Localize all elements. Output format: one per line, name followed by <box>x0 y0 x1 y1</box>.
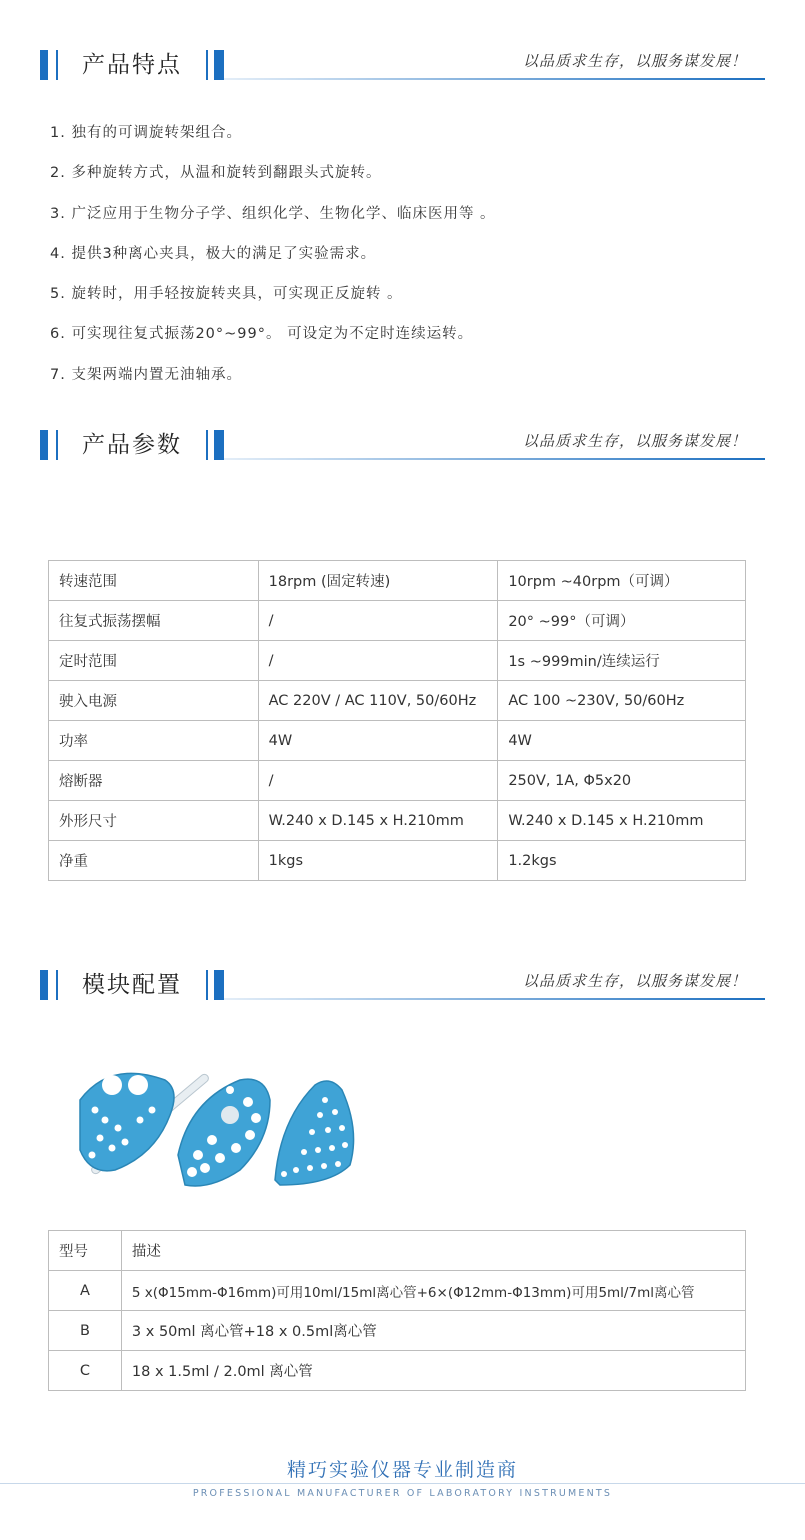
tube-holders-image <box>70 1060 370 1195</box>
table-cell: 5 x(Φ15mm-Φ16mm)可用10ml/15ml离心管+6×(Φ12mm-Φ13mm)可用5ml/7ml离心管 <box>121 1271 745 1311</box>
header-bar <box>206 970 208 1000</box>
table-row <box>49 601 746 641</box>
table-cell: / <box>258 601 498 641</box>
feature-list <box>50 118 496 400</box>
table-cell: B <box>49 1311 122 1351</box>
spec-table <box>48 560 746 881</box>
list-item: 1. 独有的可调旋转架组合。 <box>50 125 242 141</box>
table-cell: 4W <box>258 721 498 761</box>
section-header-features <box>40 48 765 98</box>
table-cell: 转速范围 <box>49 561 259 601</box>
section-header-modules <box>40 968 765 1018</box>
section-title: 产品特点 <box>82 52 182 78</box>
table-header-cell: 型号 <box>49 1231 122 1271</box>
footer-subtitle: PROFESSIONAL MANUFACTURER OF LABORATORY INSTRUMENTS <box>192 1488 613 1499</box>
holder-c <box>275 1081 354 1185</box>
slogan: 以品质求生存，以服务谋发展！ <box>522 972 747 990</box>
table-cell: 20° ~99°（可调） <box>498 601 746 641</box>
table-cell: W.240 x D.145 x H.210mm <box>258 801 498 841</box>
holder-a <box>80 1073 174 1171</box>
table-cell: 净重 <box>49 841 259 881</box>
header-bar <box>214 50 224 80</box>
table-cell: 4W <box>498 721 746 761</box>
header-bar <box>56 50 58 80</box>
table-row <box>49 841 746 881</box>
table-cell: 定时范围 <box>49 641 259 681</box>
table-row <box>49 1311 746 1351</box>
header-bar <box>214 430 224 460</box>
header-bar <box>206 430 208 460</box>
table-cell: 驶入电源 <box>49 681 259 721</box>
header-bar <box>206 50 208 80</box>
table-cell: 熔断器 <box>49 761 259 801</box>
table-row <box>49 721 746 761</box>
header-underline <box>224 998 765 1000</box>
table-row <box>49 801 746 841</box>
table-cell: / <box>258 641 498 681</box>
table-cell: 功率 <box>49 721 259 761</box>
table-row <box>49 561 746 601</box>
module-table <box>48 1230 746 1391</box>
footer-divider <box>0 1483 805 1484</box>
table-cell: C <box>49 1351 122 1391</box>
table-header-cell: 描述 <box>121 1231 745 1271</box>
table-row <box>49 1271 746 1311</box>
table-cell: 250V, 1A, Φ5x20 <box>498 761 746 801</box>
slogan: 以品质求生存，以服务谋发展！ <box>522 432 747 450</box>
section-header-params <box>40 428 765 478</box>
list-item: 5. 旋转时，用手轻按旋转夹具，可实现正反旋转 。 <box>50 286 403 303</box>
table-cell: A <box>49 1271 122 1311</box>
table-cell: 往复式振荡摆幅 <box>49 601 259 641</box>
table-row <box>49 681 746 721</box>
table-cell: / <box>258 761 498 801</box>
table-cell: 18 x 1.5ml / 2.0ml 离心管 <box>121 1351 745 1391</box>
table-cell: 1.2kgs <box>498 841 746 881</box>
table-header-row <box>49 1231 746 1271</box>
table-cell: AC 100 ~230V, 50/60Hz <box>498 681 746 721</box>
slogan: 以品质求生存，以服务谋发展！ <box>522 52 747 70</box>
table-cell: 外形尺寸 <box>49 801 259 841</box>
holder-b <box>178 1079 270 1186</box>
table-cell: W.240 x D.145 x H.210mm <box>498 801 746 841</box>
list-item: 6. 可实现往复式振荡20°~99°。 可设定为不定时连续运转。 <box>50 326 474 343</box>
table-row <box>49 1351 746 1391</box>
header-bar <box>40 50 48 80</box>
header-bar <box>56 970 58 1000</box>
table-row <box>49 641 746 681</box>
header-underline <box>224 78 765 80</box>
table-cell: 3 x 50ml 离心管+18 x 0.5ml离心管 <box>121 1311 745 1351</box>
header-bar <box>40 430 48 460</box>
header-bar <box>40 970 48 1000</box>
section-title: 产品参数 <box>82 432 182 458</box>
list-item: 2. 多种旋转方式，从温和旋转到翻跟头式旋转。 <box>50 165 382 182</box>
header-bar <box>214 970 224 1000</box>
table-cell: 10rpm ~40rpm（可调） <box>498 561 746 601</box>
table-cell: 1s ~999min/连续运行 <box>498 641 746 681</box>
section-title: 模块配置 <box>82 972 182 998</box>
footer-title: 精巧实验仪器专业制造商 <box>286 1459 518 1481</box>
table-cell: 18rpm (固定转速) <box>258 561 498 601</box>
header-underline <box>224 458 765 460</box>
list-item: 4. 提供3种离心夹具，极大的满足了实验需求。 <box>50 245 377 262</box>
table-cell: AC 220V / AC 110V, 50/60Hz <box>258 681 498 721</box>
table-cell: 1kgs <box>258 841 498 881</box>
table-row <box>49 761 746 801</box>
list-item: 7. 支架两端内置无油轴承。 <box>50 366 242 383</box>
list-item: 3. 广泛应用于生物分子学、组织化学、生物化学、临床医用等 。 <box>50 205 496 222</box>
header-bar <box>56 430 58 460</box>
